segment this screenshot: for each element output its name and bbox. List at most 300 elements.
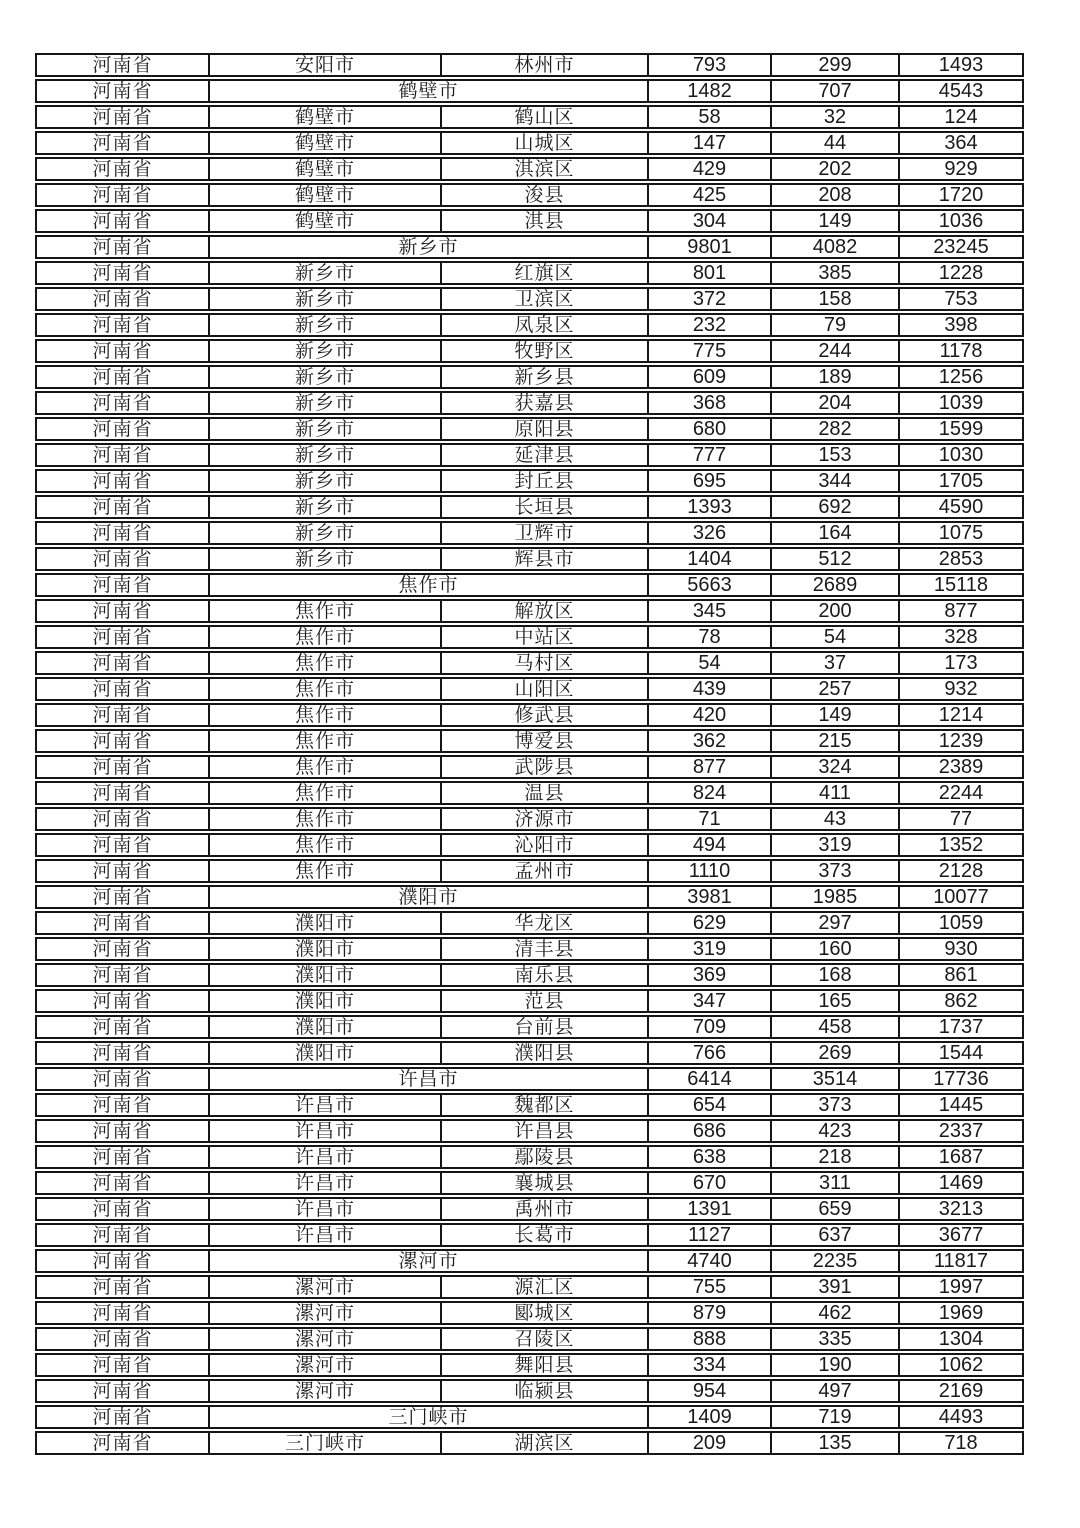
- cell-province: 河南省: [92, 1199, 153, 1219]
- cell-district: 鄢陵县: [440, 1147, 647, 1167]
- cell-city: 焦作市: [208, 835, 440, 855]
- cell-city: 安阳市: [208, 55, 440, 75]
- cell-v3: 1997: [898, 1277, 1022, 1297]
- table-row: [35, 729, 1024, 753]
- cell-city: 鹤壁市: [208, 107, 440, 127]
- cell-v3: 1075: [898, 523, 1022, 543]
- table-row: [35, 183, 1024, 207]
- cell-province: 河南省: [92, 263, 153, 283]
- cell-city: 焦作市: [208, 627, 440, 647]
- cell-district: 凤泉区: [440, 315, 647, 335]
- cell-v2: 37: [770, 653, 898, 673]
- cell-v3: 932: [898, 679, 1022, 699]
- cell-province: 河南省: [92, 1225, 153, 1245]
- cell-city: 鹤壁市: [208, 133, 440, 153]
- cell-v2: 153: [770, 445, 898, 465]
- cell-province: 河南省: [92, 107, 153, 127]
- cell-v2: 373: [770, 1095, 898, 1115]
- cell-city: 新乡市: [208, 289, 440, 309]
- cell-city-merged: 新乡市: [208, 237, 647, 257]
- cell-city: 新乡市: [208, 497, 440, 517]
- cell-v1: 1127: [647, 1225, 770, 1245]
- cell-province: 河南省: [92, 705, 153, 725]
- cell-v2: 512: [770, 549, 898, 569]
- cell-v2: 244: [770, 341, 898, 361]
- cell-v3: 861: [898, 965, 1022, 985]
- cell-v3: 2128: [898, 861, 1022, 881]
- cell-v1: 777: [647, 445, 770, 465]
- table-row-city-subtotal: [35, 1405, 1024, 1429]
- table-row-city-subtotal: [35, 79, 1024, 103]
- table-row: [35, 313, 1024, 337]
- cell-v2: 190: [770, 1355, 898, 1375]
- cell-province: 河南省: [92, 1303, 153, 1323]
- table-row: [35, 599, 1024, 623]
- cell-v1: 766: [647, 1043, 770, 1063]
- cell-district: 武陟县: [440, 757, 647, 777]
- cell-city: 许昌市: [208, 1147, 440, 1167]
- cell-city: 鹤壁市: [208, 211, 440, 231]
- cell-v2: 189: [770, 367, 898, 387]
- cell-v3: 1469: [898, 1173, 1022, 1193]
- cell-province: 河南省: [92, 419, 153, 439]
- table-row: [35, 1301, 1024, 1325]
- cell-province: 河南省: [92, 913, 153, 933]
- cell-city: 焦作市: [208, 731, 440, 751]
- cell-city-merged: 濮阳市: [208, 887, 647, 907]
- cell-v3: 2337: [898, 1121, 1022, 1141]
- cell-v3: 173: [898, 653, 1022, 673]
- cell-city-merged: 鹤壁市: [208, 81, 647, 101]
- cell-province: 河南省: [92, 627, 153, 647]
- cell-v2: 423: [770, 1121, 898, 1141]
- cell-city: 许昌市: [208, 1173, 440, 1193]
- cell-v3: 1214: [898, 705, 1022, 725]
- cell-v1: 326: [647, 523, 770, 543]
- cell-v1: 369: [647, 965, 770, 985]
- cell-v3: 929: [898, 159, 1022, 179]
- cell-province: 河南省: [92, 1121, 153, 1141]
- cell-v2: 149: [770, 705, 898, 725]
- cell-v1: 71: [647, 809, 770, 829]
- cell-v3: 3677: [898, 1225, 1022, 1245]
- table-row: [35, 53, 1024, 77]
- cell-v3: 4493: [898, 1407, 1022, 1427]
- cell-v1: 420: [647, 705, 770, 725]
- cell-province: 河南省: [92, 237, 153, 257]
- table-row: [35, 495, 1024, 519]
- cell-district: 禹州市: [440, 1199, 647, 1219]
- cell-district: 南乐县: [440, 965, 647, 985]
- cell-v2: 2689: [770, 575, 898, 595]
- cell-city: 濮阳市: [208, 965, 440, 985]
- cell-province: 河南省: [92, 965, 153, 985]
- cell-district: 临颍县: [440, 1381, 647, 1401]
- cell-v2: 707: [770, 81, 898, 101]
- table-row: [35, 911, 1024, 935]
- cell-district: 源汇区: [440, 1277, 647, 1297]
- cell-v2: 44: [770, 133, 898, 153]
- cell-city: 鹤壁市: [208, 185, 440, 205]
- cell-v3: 17736: [898, 1069, 1022, 1089]
- cell-province: 河南省: [92, 549, 153, 569]
- cell-v2: 637: [770, 1225, 898, 1245]
- cell-province: 河南省: [92, 497, 153, 517]
- cell-v2: 257: [770, 679, 898, 699]
- cell-v1: 6414: [647, 1069, 770, 1089]
- cell-v2: 3514: [770, 1069, 898, 1089]
- cell-v3: 364: [898, 133, 1022, 153]
- cell-v3: 862: [898, 991, 1022, 1011]
- cell-v1: 334: [647, 1355, 770, 1375]
- cell-province: 河南省: [92, 783, 153, 803]
- cell-v1: 686: [647, 1121, 770, 1141]
- cell-v1: 755: [647, 1277, 770, 1297]
- cell-province: 河南省: [92, 939, 153, 959]
- cell-v1: 654: [647, 1095, 770, 1115]
- cell-district: 许昌县: [440, 1121, 647, 1141]
- cell-v2: 462: [770, 1303, 898, 1323]
- cell-province: 河南省: [92, 55, 153, 75]
- cell-v1: 680: [647, 419, 770, 439]
- table-row: [35, 1431, 1024, 1455]
- cell-v3: 328: [898, 627, 1022, 647]
- cell-district: 沁阳市: [440, 835, 647, 855]
- cell-district: 解放区: [440, 601, 647, 621]
- cell-province: 河南省: [92, 1043, 153, 1063]
- cell-v1: 824: [647, 783, 770, 803]
- cell-v1: 372: [647, 289, 770, 309]
- cell-v2: 391: [770, 1277, 898, 1297]
- cell-city: 焦作市: [208, 757, 440, 777]
- cell-province: 河南省: [92, 757, 153, 777]
- cell-v2: 324: [770, 757, 898, 777]
- cell-v3: 753: [898, 289, 1022, 309]
- cell-v2: 204: [770, 393, 898, 413]
- cell-v1: 1110: [647, 861, 770, 881]
- cell-v1: 709: [647, 1017, 770, 1037]
- cell-v2: 165: [770, 991, 898, 1011]
- cell-city: 新乡市: [208, 393, 440, 413]
- cell-v1: 54: [647, 653, 770, 673]
- cell-v2: 411: [770, 783, 898, 803]
- cell-province: 河南省: [92, 445, 153, 465]
- cell-v2: 215: [770, 731, 898, 751]
- table-row: [35, 1093, 1024, 1117]
- cell-province: 河南省: [92, 1277, 153, 1297]
- cell-v1: 629: [647, 913, 770, 933]
- cell-v3: 4543: [898, 81, 1022, 101]
- cell-district: 魏都区: [440, 1095, 647, 1115]
- table-row: [35, 1379, 1024, 1403]
- cell-district: 召陵区: [440, 1329, 647, 1349]
- cell-v2: 282: [770, 419, 898, 439]
- cell-v3: 15118: [898, 575, 1022, 595]
- table-row: [35, 677, 1024, 701]
- cell-v2: 218: [770, 1147, 898, 1167]
- cell-province: 河南省: [92, 887, 153, 907]
- cell-v2: 202: [770, 159, 898, 179]
- cell-v1: 429: [647, 159, 770, 179]
- cell-province: 河南省: [92, 1251, 153, 1271]
- cell-v3: 1969: [898, 1303, 1022, 1323]
- cell-district: 湖滨区: [440, 1433, 647, 1453]
- cell-v1: 5663: [647, 575, 770, 595]
- cell-v2: 299: [770, 55, 898, 75]
- cell-v3: 1030: [898, 445, 1022, 465]
- cell-city: 新乡市: [208, 549, 440, 569]
- cell-district: 淇县: [440, 211, 647, 231]
- cell-v2: 32: [770, 107, 898, 127]
- cell-v2: 4082: [770, 237, 898, 257]
- cell-v1: 368: [647, 393, 770, 413]
- table-row: [35, 1171, 1024, 1195]
- table-row: [35, 807, 1024, 831]
- cell-city-merged: 焦作市: [208, 575, 647, 595]
- table-row: [35, 547, 1024, 571]
- cell-district: 卫辉市: [440, 523, 647, 543]
- table-row: [35, 157, 1024, 181]
- cell-v2: 54: [770, 627, 898, 647]
- cell-district: 鹤山区: [440, 107, 647, 127]
- cell-city: 濮阳市: [208, 1017, 440, 1037]
- cell-city-merged: 漯河市: [208, 1251, 647, 1271]
- cell-v1: 425: [647, 185, 770, 205]
- cell-v3: 1228: [898, 263, 1022, 283]
- table-row: [35, 833, 1024, 857]
- cell-district: 林州市: [440, 55, 647, 75]
- cell-v1: 3981: [647, 887, 770, 907]
- table-row: [35, 287, 1024, 311]
- table-row: [35, 963, 1024, 987]
- cell-v2: 373: [770, 861, 898, 881]
- cell-district: 修武县: [440, 705, 647, 725]
- table-row: [35, 989, 1024, 1013]
- cell-province: 河南省: [92, 315, 153, 335]
- cell-v3: 1599: [898, 419, 1022, 439]
- cell-city: 濮阳市: [208, 991, 440, 1011]
- cell-province: 河南省: [92, 1173, 153, 1193]
- cell-v1: 232: [647, 315, 770, 335]
- cell-district: 博爱县: [440, 731, 647, 751]
- cell-v3: 1304: [898, 1329, 1022, 1349]
- cell-district: 马村区: [440, 653, 647, 673]
- cell-district: 华龙区: [440, 913, 647, 933]
- table-row: [35, 365, 1024, 389]
- cell-v2: 311: [770, 1173, 898, 1193]
- cell-v1: 670: [647, 1173, 770, 1193]
- table-row: [35, 781, 1024, 805]
- cell-district: 长垣县: [440, 497, 647, 517]
- cell-v1: 793: [647, 55, 770, 75]
- cell-district: 新乡县: [440, 367, 647, 387]
- cell-province: 河南省: [92, 731, 153, 751]
- cell-district: 获嘉县: [440, 393, 647, 413]
- cell-district: 清丰县: [440, 939, 647, 959]
- cell-v3: 4590: [898, 497, 1022, 517]
- cell-v2: 164: [770, 523, 898, 543]
- cell-v2: 168: [770, 965, 898, 985]
- cell-v1: 877: [647, 757, 770, 777]
- cell-province: 河南省: [92, 523, 153, 543]
- cell-v2: 344: [770, 471, 898, 491]
- cell-v3: 1039: [898, 393, 1022, 413]
- cell-v2: 200: [770, 601, 898, 621]
- table-row: [35, 1119, 1024, 1143]
- table-row: [35, 261, 1024, 285]
- cell-city: 新乡市: [208, 419, 440, 439]
- cell-v1: 58: [647, 107, 770, 127]
- cell-province: 河南省: [92, 289, 153, 309]
- table-row: [35, 417, 1024, 441]
- table-row: [35, 131, 1024, 155]
- cell-v1: 1391: [647, 1199, 770, 1219]
- cell-city: 漯河市: [208, 1277, 440, 1297]
- cell-district: 延津县: [440, 445, 647, 465]
- table-row: [35, 1015, 1024, 1039]
- cell-v2: 158: [770, 289, 898, 309]
- cell-province: 河南省: [92, 1017, 153, 1037]
- table-row: [35, 1041, 1024, 1065]
- cell-city: 焦作市: [208, 705, 440, 725]
- cell-v3: 718: [898, 1433, 1022, 1453]
- cell-v3: 1687: [898, 1147, 1022, 1167]
- cell-v2: 149: [770, 211, 898, 231]
- table-row: [35, 755, 1024, 779]
- table-row: [35, 1145, 1024, 1169]
- cell-v1: 609: [647, 367, 770, 387]
- cell-city: 新乡市: [208, 471, 440, 491]
- cell-city: 漯河市: [208, 1355, 440, 1375]
- cell-city: 漯河市: [208, 1381, 440, 1401]
- cell-v2: 719: [770, 1407, 898, 1427]
- cell-city: 焦作市: [208, 653, 440, 673]
- table-row: [35, 209, 1024, 233]
- cell-v2: 79: [770, 315, 898, 335]
- cell-v1: 954: [647, 1381, 770, 1401]
- cell-district: 山城区: [440, 133, 647, 153]
- cell-v1: 209: [647, 1433, 770, 1453]
- cell-v1: 347: [647, 991, 770, 1011]
- cell-city: 三门峡市: [208, 1433, 440, 1453]
- table-row: [35, 521, 1024, 545]
- table-row: [35, 391, 1024, 415]
- cell-v1: 1482: [647, 81, 770, 101]
- cell-v1: 695: [647, 471, 770, 491]
- cell-district: 原阳县: [440, 419, 647, 439]
- cell-city: 濮阳市: [208, 1043, 440, 1063]
- cell-city: 焦作市: [208, 601, 440, 621]
- cell-v3: 2244: [898, 783, 1022, 803]
- cell-district: 红旗区: [440, 263, 647, 283]
- cell-v3: 10077: [898, 887, 1022, 907]
- cell-district: 长葛市: [440, 1225, 647, 1245]
- table-row: [35, 1353, 1024, 1377]
- cell-province: 河南省: [92, 861, 153, 881]
- cell-v3: 77: [898, 809, 1022, 829]
- cell-province: 河南省: [92, 81, 153, 101]
- table-row: [35, 1275, 1024, 1299]
- cell-v3: 1062: [898, 1355, 1022, 1375]
- cell-province: 河南省: [92, 341, 153, 361]
- cell-province: 河南省: [92, 1329, 153, 1349]
- table-row: [35, 339, 1024, 363]
- cell-province: 河南省: [92, 471, 153, 491]
- cell-v1: 638: [647, 1147, 770, 1167]
- cell-v1: 345: [647, 601, 770, 621]
- table-row: [35, 1197, 1024, 1221]
- cell-province: 河南省: [92, 393, 153, 413]
- cell-v3: 1493: [898, 55, 1022, 75]
- cell-v2: 659: [770, 1199, 898, 1219]
- table-row: [35, 1327, 1024, 1351]
- cell-v1: 4740: [647, 1251, 770, 1271]
- cell-v3: 930: [898, 939, 1022, 959]
- cell-district: 孟州市: [440, 861, 647, 881]
- cell-province: 河南省: [92, 211, 153, 231]
- cell-district: 濮阳县: [440, 1043, 647, 1063]
- cell-city: 焦作市: [208, 679, 440, 699]
- cell-v1: 879: [647, 1303, 770, 1323]
- cell-district: 舞阳县: [440, 1355, 647, 1375]
- cell-city: 新乡市: [208, 367, 440, 387]
- cell-city: 新乡市: [208, 523, 440, 543]
- cell-city: 焦作市: [208, 809, 440, 829]
- cell-v3: 3213: [898, 1199, 1022, 1219]
- cell-v3: 1239: [898, 731, 1022, 751]
- cell-v2: 135: [770, 1433, 898, 1453]
- cell-v2: 160: [770, 939, 898, 959]
- cell-v3: 1544: [898, 1043, 1022, 1063]
- cell-city-merged: 三门峡市: [208, 1407, 647, 1427]
- table-row-city-subtotal: [35, 573, 1024, 597]
- cell-city: 漯河市: [208, 1303, 440, 1323]
- cell-city: 焦作市: [208, 783, 440, 803]
- cell-city: 许昌市: [208, 1095, 440, 1115]
- cell-province: 河南省: [92, 679, 153, 699]
- cell-v3: 877: [898, 601, 1022, 621]
- cell-district: 淇滨区: [440, 159, 647, 179]
- table-row: [35, 651, 1024, 675]
- cell-v1: 304: [647, 211, 770, 231]
- table-row: [35, 443, 1024, 467]
- cell-city: 濮阳市: [208, 939, 440, 959]
- cell-district: 中站区: [440, 627, 647, 647]
- cell-v2: 458: [770, 1017, 898, 1037]
- cell-city: 鹤壁市: [208, 159, 440, 179]
- cell-city: 新乡市: [208, 263, 440, 283]
- cell-v3: 2389: [898, 757, 1022, 777]
- cell-v2: 335: [770, 1329, 898, 1349]
- cell-province: 河南省: [92, 1069, 153, 1089]
- cell-province: 河南省: [92, 809, 153, 829]
- cell-v3: 1737: [898, 1017, 1022, 1037]
- cell-province: 河南省: [92, 991, 153, 1011]
- cell-city: 许昌市: [208, 1225, 440, 1245]
- cell-v3: 2853: [898, 549, 1022, 569]
- cell-v2: 208: [770, 185, 898, 205]
- cell-v1: 9801: [647, 237, 770, 257]
- cell-v2: 319: [770, 835, 898, 855]
- cell-v1: 362: [647, 731, 770, 751]
- cell-district: 卫滨区: [440, 289, 647, 309]
- cell-v1: 78: [647, 627, 770, 647]
- cell-city: 濮阳市: [208, 913, 440, 933]
- cell-v3: 1036: [898, 211, 1022, 231]
- cell-v3: 1445: [898, 1095, 1022, 1115]
- table-row-city-subtotal: [35, 1067, 1024, 1091]
- cell-v1: 319: [647, 939, 770, 959]
